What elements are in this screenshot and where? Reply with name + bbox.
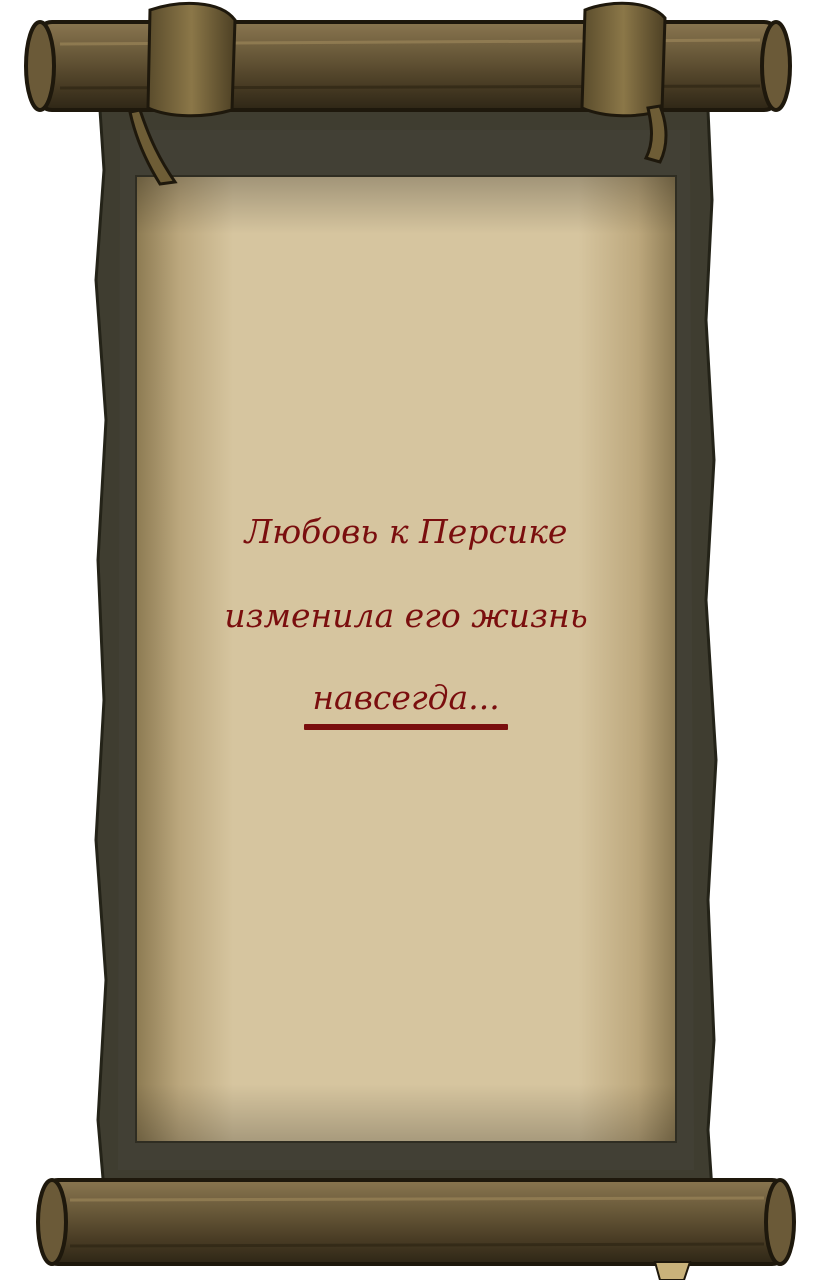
scroll-line-3-text: навсегда... bbox=[312, 678, 500, 717]
scroll-line-3-wrapper bbox=[136, 678, 676, 724]
scroll-line-3 bbox=[304, 678, 507, 724]
scroll-text bbox=[136, 0, 676, 1280]
text-underline bbox=[304, 724, 507, 730]
scroll-line-2: изменила его жизнь bbox=[224, 596, 588, 635]
scroll-line-1: Любовь к Персике bbox=[244, 512, 568, 551]
